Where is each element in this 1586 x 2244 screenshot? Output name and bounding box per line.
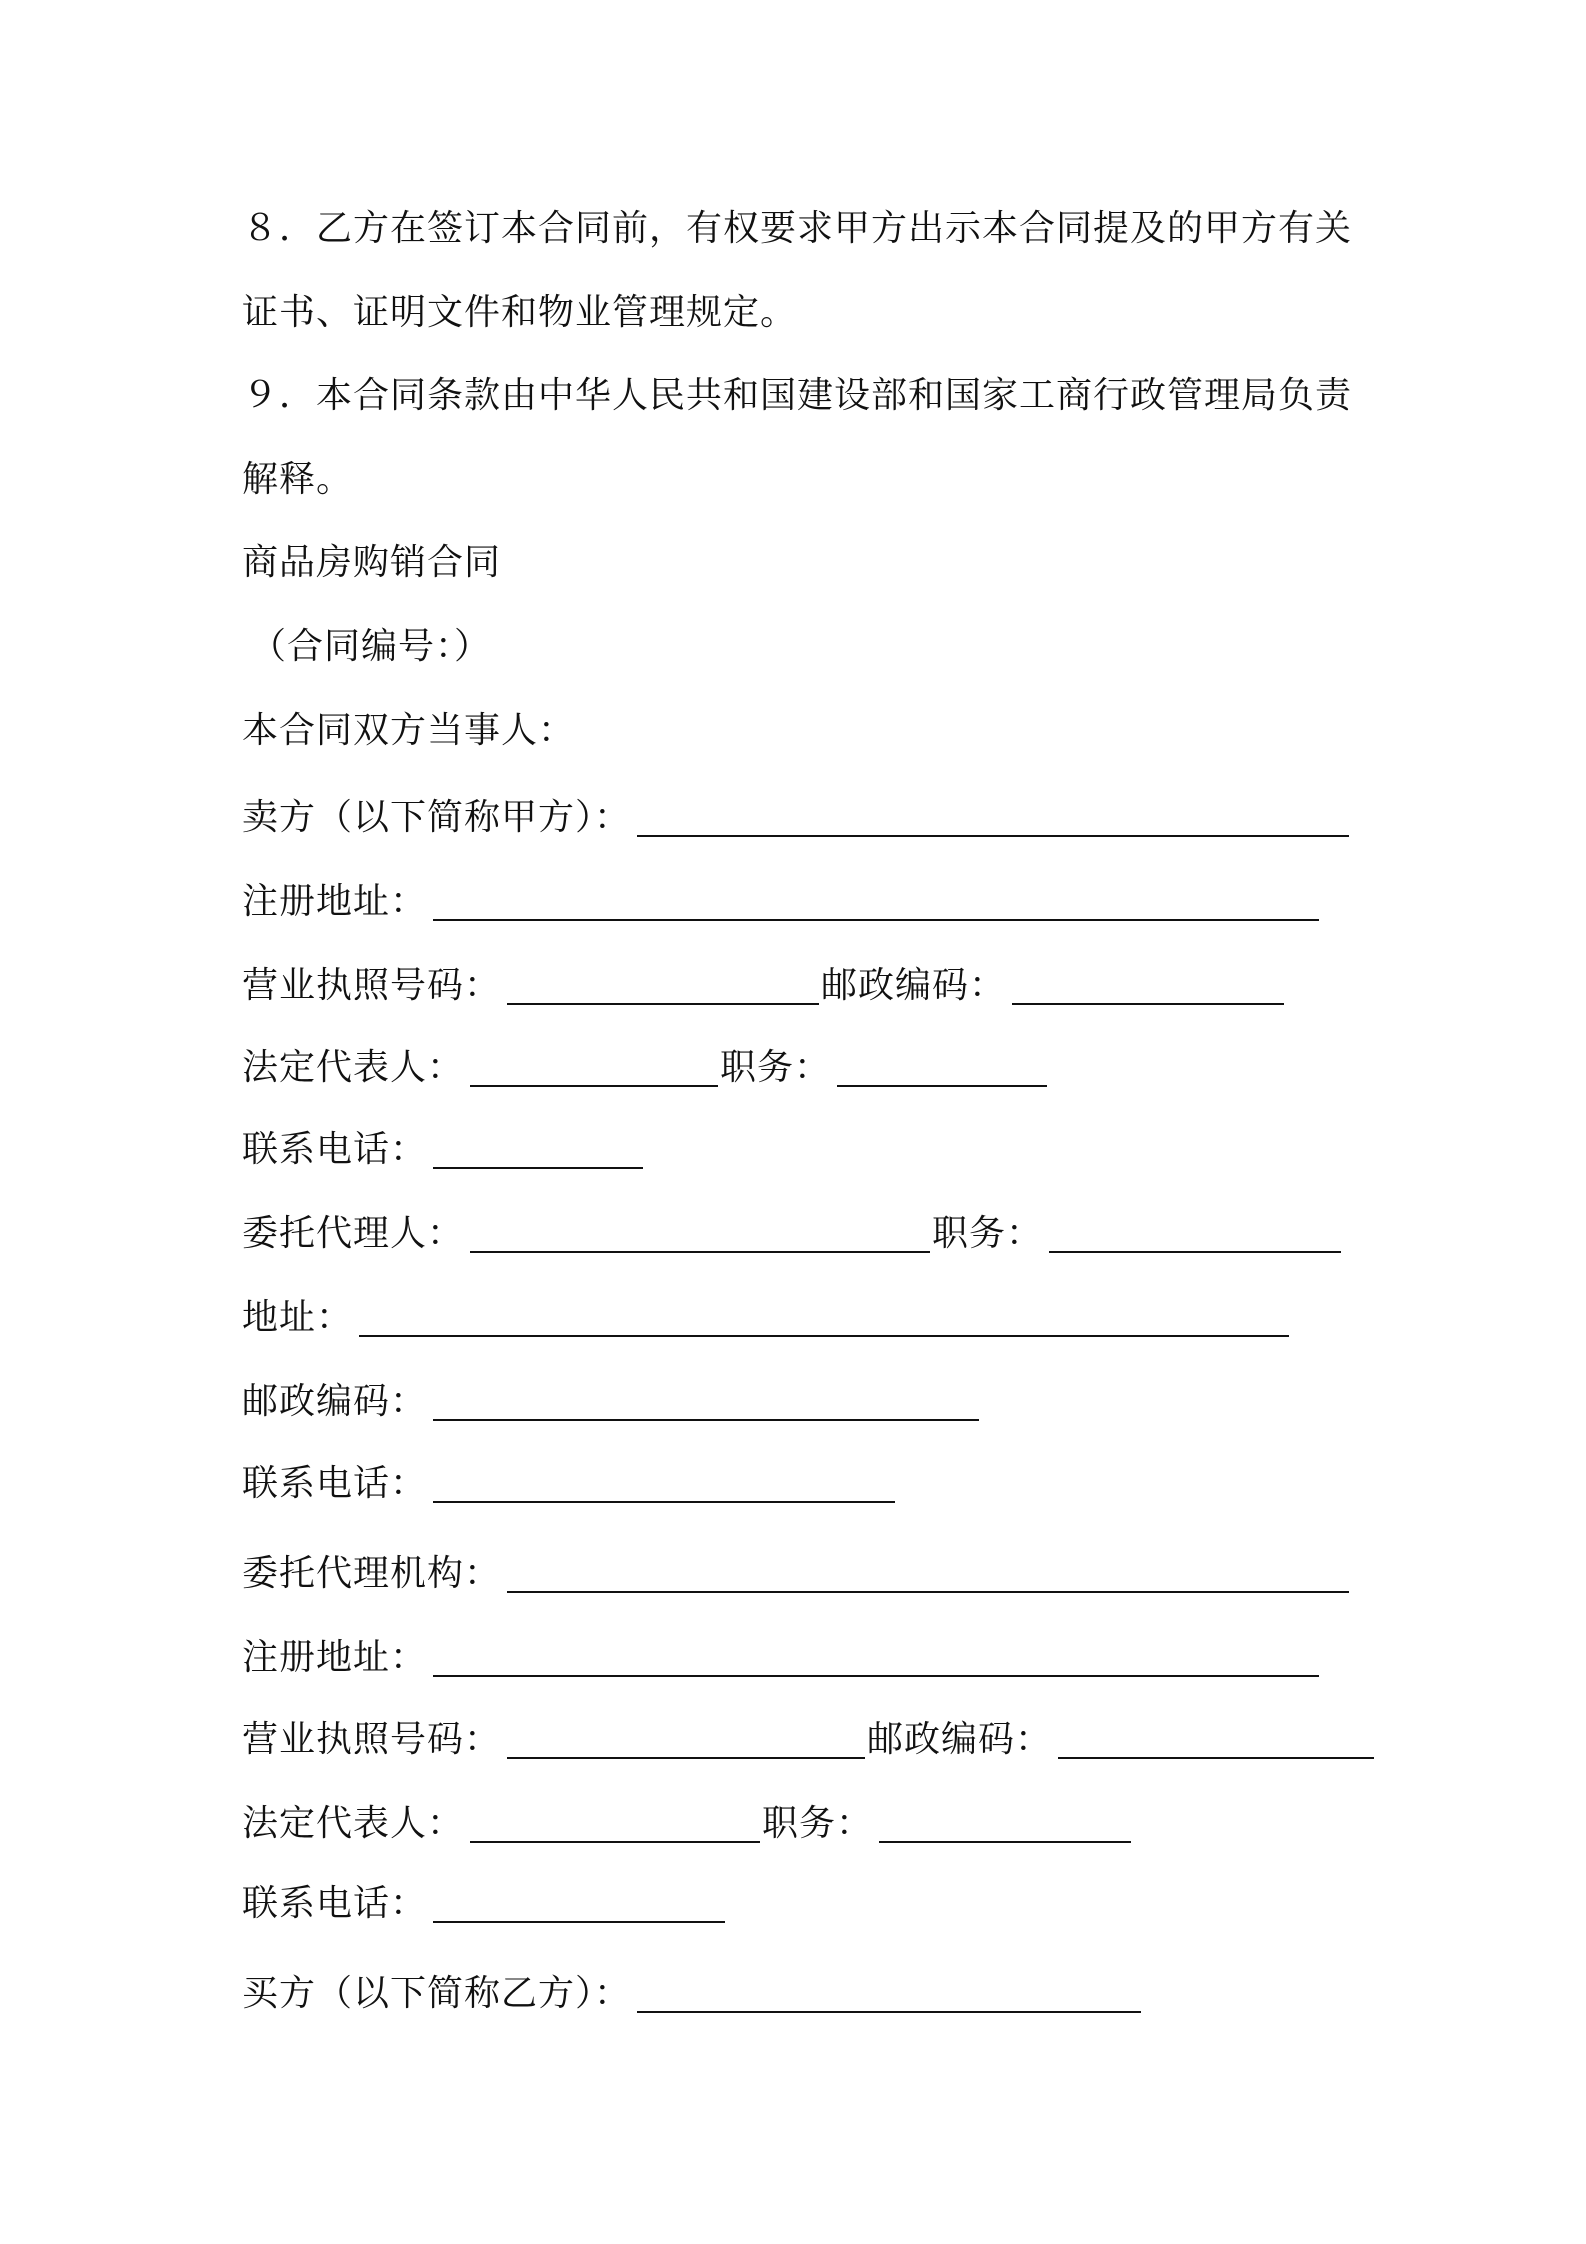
agency-name-blank[interactable]: [507, 1557, 1349, 1593]
agent-name-row: [242, 1211, 1341, 1257]
seller-address-blank[interactable]: [433, 885, 1319, 921]
buyer-name-label: 买方（以下简称乙方）：: [242, 1973, 632, 2014]
agent-postcode-label: 邮政编码：: [242, 1381, 428, 1422]
agent-address-row: [242, 1295, 1289, 1341]
agency-legal-rep-row: [242, 1801, 1131, 1847]
seller-phone-row: [242, 1127, 643, 1173]
seller-license-row: [242, 963, 1284, 1009]
seller-license-blank[interactable]: [507, 969, 819, 1005]
agent-phone-row: [242, 1461, 895, 1507]
clause-8-line-2: 证书、证明文件和物业管理规定。: [242, 292, 798, 333]
agency-name-label: 委托代理机构：: [242, 1553, 502, 1594]
seller-position-blank[interactable]: [837, 1051, 1047, 1087]
seller-postcode-label: 邮政编码：: [821, 965, 1007, 1006]
agency-phone-blank[interactable]: [433, 1887, 725, 1923]
seller-name-label: 卖方（以下简称甲方）：: [242, 797, 632, 838]
agent-phone-blank[interactable]: [433, 1467, 895, 1503]
agent-name-label: 委托代理人：: [242, 1213, 465, 1254]
seller-address-label: 注册地址：: [242, 881, 428, 922]
agent-address-blank[interactable]: [359, 1301, 1289, 1337]
agency-phone-row: [242, 1881, 725, 1927]
seller-license-label: 营业执照号码：: [242, 965, 502, 1006]
seller-legal-rep-row: [242, 1045, 1047, 1091]
agency-address-blank[interactable]: [433, 1641, 1319, 1677]
agency-postcode-label: 邮政编码：: [867, 1719, 1053, 1760]
seller-address-row: [242, 879, 1319, 925]
agency-legal-rep-blank[interactable]: [470, 1807, 760, 1843]
agent-position-blank[interactable]: [1049, 1217, 1341, 1253]
agency-postcode-blank[interactable]: [1058, 1723, 1374, 1759]
buyer-name-row: [242, 1971, 1141, 2017]
seller-name-row: [242, 795, 1349, 841]
clause-8-line-1: ８．乙方在签订本合同前，有权要求甲方出示本合同提及的甲方有关: [242, 208, 1353, 249]
seller-legal-rep-blank[interactable]: [470, 1051, 718, 1087]
agency-position-label: 职务：: [762, 1803, 874, 1844]
agency-position-blank[interactable]: [879, 1807, 1131, 1843]
seller-phone-blank[interactable]: [433, 1133, 643, 1169]
agent-postcode-blank[interactable]: [433, 1385, 979, 1421]
agency-name-row: [242, 1551, 1349, 1597]
agency-address-row: [242, 1635, 1319, 1681]
seller-phone-label: 联系电话：: [242, 1129, 428, 1170]
agent-address-label: 地址：: [242, 1297, 354, 1338]
agency-license-row: [242, 1717, 1374, 1763]
agent-postcode-row: [242, 1379, 979, 1425]
agency-license-blank[interactable]: [507, 1723, 865, 1759]
agency-address-label: 注册地址：: [242, 1637, 428, 1678]
parties-label: 本合同双方当事人：: [242, 710, 576, 751]
agent-position-label: 职务：: [932, 1213, 1044, 1254]
seller-legal-rep-label: 法定代表人：: [242, 1047, 465, 1088]
seller-position-label: 职务：: [720, 1047, 832, 1088]
agency-license-label: 营业执照号码：: [242, 1719, 502, 1760]
agency-phone-label: 联系电话：: [242, 1883, 428, 1924]
clause-9-line-1: ９．本合同条款由中华人民共和国建设部和国家工商行政管理局负责: [242, 375, 1353, 416]
buyer-name-blank[interactable]: [637, 1977, 1141, 2013]
seller-postcode-blank[interactable]: [1012, 969, 1284, 1005]
clause-9-line-2: 解释。: [242, 459, 354, 500]
agency-legal-rep-label: 法定代表人：: [242, 1803, 465, 1844]
contract-number-label: （合同编号：）: [250, 626, 492, 667]
seller-name-blank[interactable]: [637, 801, 1349, 837]
agent-phone-label: 联系电话：: [242, 1463, 428, 1504]
agent-name-blank[interactable]: [470, 1217, 930, 1253]
contract-title: 商品房购销合同: [242, 542, 502, 583]
